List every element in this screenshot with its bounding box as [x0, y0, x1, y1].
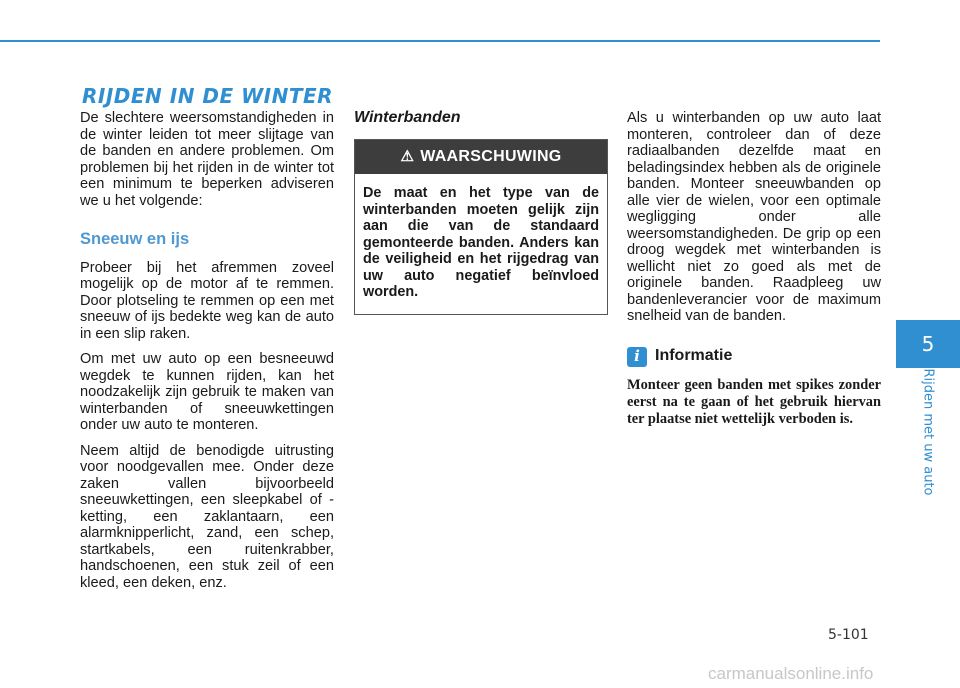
intro-paragraph: De slechtere weersomstandigheden in de winter leiden tot meer slijtage van de banden en andere problemen. Om problemen bij het rijden in de winter tot een minimum te beperken adviseren we u het volgende: [80, 110, 334, 209]
warning-title: WAARSCHUWING [420, 147, 562, 165]
info-title: Informatie [655, 347, 733, 365]
warning-box [354, 139, 608, 315]
paragraph-winter-tire-check: Als u winterbanden op uw auto laat monteren, controleer dan of deze radiaalbanden dezelfde maat en beladingsindex hebben als de originele banden. Monteer sneeuwbanden op alle vier de wielen, voor een optimale wegligging onder alle weersomstandigheden. De grip op een droog wegdek met winterbanden is wellicht niet zo goed als met de originele banden. Raadpleeg uw bandenleverancier voor de maximum snelheid van de banden. [627, 110, 881, 324]
subheading-snow-ice: Sneeuw en ijs [80, 230, 190, 248]
info-text: Monteer geen banden met spikes zonder eerst na te gaan of het gebruik hiervan ter plaatse niet wettelijk verboden is. [627, 376, 881, 427]
warning-text: De maat en het type van de winterbanden moeten gelijk zijn aan die van de standaard gemonteerde banden. Anders kan de veiligheid en het rijgedrag van uw auto negatief beïnvloed worden. [363, 185, 599, 300]
info-header [627, 347, 881, 367]
section-title: RIJDEN IN DE WINTER [82, 84, 334, 108]
chapter-tab: 5 [896, 320, 960, 368]
column-3 [627, 110, 881, 437]
footer-watermark: carmanualsonline.info [708, 664, 874, 683]
paragraph-emergency-kit: Neem altijd de benodigde uitrusting voor noodgevallen mee. Onder deze zaken vallen bijvoorbeeld sneeuwkettingen, een sleepkabel of -ketting, een zaklantaarn, een alarmknipperlicht, zand, een schep, startkabels, een ruitenkrabber, handschoenen, een stuk zeil of een kleed, een deken, enz. [80, 442, 334, 591]
info-icon: i [627, 347, 647, 367]
chapter-label: Rijden met uw auto [920, 368, 936, 496]
page-number: 5-101 [828, 627, 869, 643]
warning-header [355, 140, 607, 175]
paragraph-braking: Probeer bij het afremmen zoveel mogelijk op de motor af te remmen. Door plotseling te remmen op een met sneeuw of ijs bedekte weg kan de auto in een slip raken. [80, 259, 334, 342]
winter-tires-heading: Winterbanden [354, 109, 461, 126]
top-rule [0, 40, 880, 42]
column-1 [80, 110, 334, 600]
warning-triangle-icon: ⚠ [400, 147, 415, 165]
column-2 [354, 110, 608, 315]
paragraph-snow-chains: Om met uw auto op een besneeuwd wegdek te kunnen rijden, kan het noodzakelijk zijn gebruik te maken van winterbanden of sneeuwkettingen onder uw auto te monteren. [80, 351, 334, 433]
